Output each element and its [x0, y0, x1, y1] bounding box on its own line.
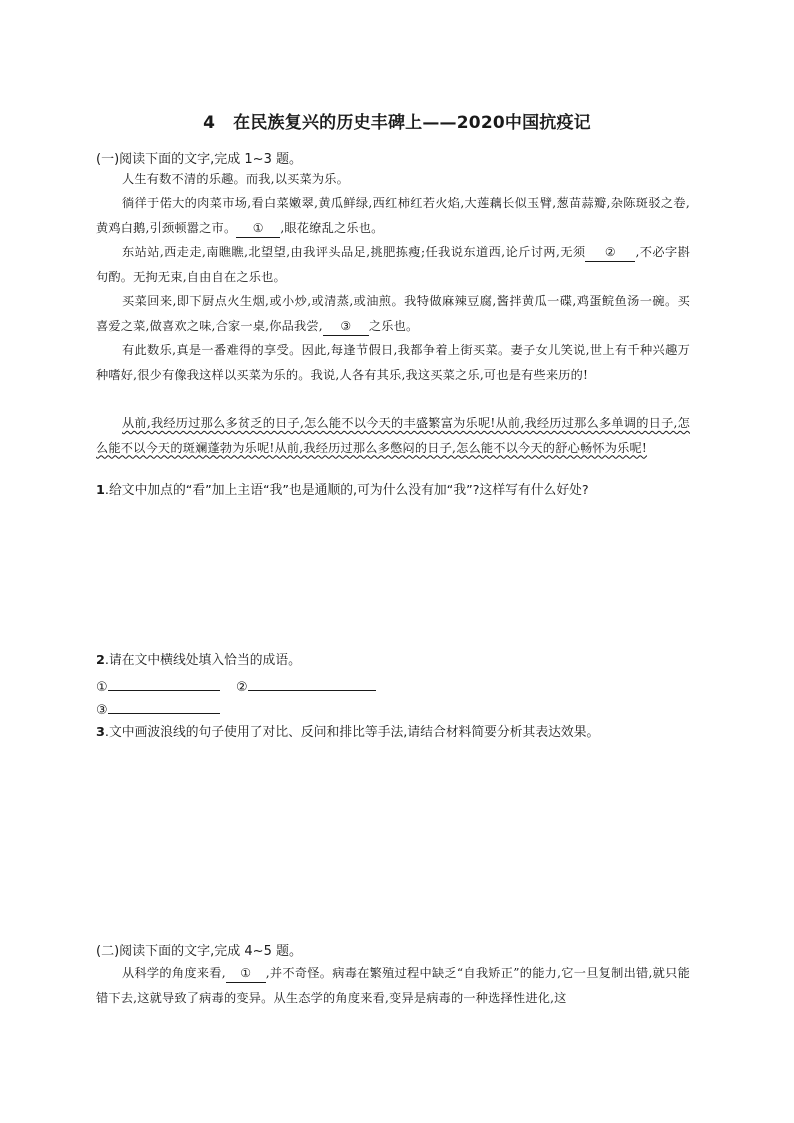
passage-paragraph-2: [96, 191, 690, 240]
section-two-paragraph-1: [96, 961, 690, 1010]
paragraph-2-text-a: 徜徉于偌大的肉菜市场,看白菜嫩翠,黄瓜鲜绿,西红柿红若火焰,大莲藕长似玉臂,葱苗蒜瓣,杂陈斑驳之卷,黄鸡白鹅,引颈顿嚣之市。: [96, 196, 690, 235]
answer-line-3[interactable]: [96, 699, 220, 721]
paragraph-2-text-b: ,眼花缭乱之乐也。: [280, 220, 384, 235]
answer-1-marker: ①: [96, 680, 108, 695]
section-two-text-a: 从科学的角度来看,: [122, 966, 226, 980]
passage-paragraph-1: 人生有数不清的乐趣。而我,以买菜为乐。: [122, 172, 350, 186]
answer-2-marker: ②: [236, 680, 248, 695]
question-2: [96, 650, 696, 672]
paragraph-4-text-a: 买菜回来,即下厨点火生烟,或小炒,或清蒸,或油煎。我特做麻辣豆腐,酱拌黄瓜一碟,鸡蛋鲩鱼汤一碗。买喜爱之菜,做喜欢之味,合家一桌,你品我尝,: [96, 294, 690, 333]
lesson-number: 4: [203, 113, 216, 133]
passage-paragraph-6-wavy: [96, 411, 690, 460]
question-2-text: .请在文中横线处填入恰当的成语。: [104, 653, 301, 668]
answer-2-underline[interactable]: [248, 676, 376, 691]
question-1-number: 1: [96, 483, 105, 498]
answer-3-underline[interactable]: [108, 699, 220, 714]
section-one-heading: (一)阅读下面的文字,完成 1~3 题。: [96, 152, 302, 167]
question-1: [96, 480, 696, 502]
paragraph-4-text-b: 之乐也。: [368, 318, 419, 333]
answer-1-underline[interactable]: [108, 676, 220, 691]
fill-blank-3[interactable]: ③: [323, 318, 369, 336]
page-title: [0, 108, 794, 133]
wavy-underlined-sentences: 从前,我经历过那么多贫乏的日子,怎么能不以今天的丰盛繁富为乐呢!从前,我经历过那么多单调的日子,怎么能不以今天的斑斓蓬勃为乐呢!从前,我经历过那么多憋闷的日子,怎么能不以今天的舒心畅怀为乐呢!: [96, 416, 690, 455]
fill-blank-1[interactable]: ①: [236, 220, 280, 238]
question-2-number: 2: [96, 653, 105, 668]
paragraph-3-text-b: ,不必字斟句酌。无拘无束,自由自在之乐也。: [96, 245, 691, 284]
question-3-text: .文中画波浪线的句子使用了对比、反问和排比等手法,请结合材料简要分析其表达效果。: [104, 725, 600, 740]
fill-blank-2[interactable]: ②: [585, 244, 635, 262]
section-two-heading: (二)阅读下面的文字,完成 4~5 题。: [96, 944, 302, 959]
passage-paragraph-4: [96, 289, 690, 338]
section-two-fill-blank-1[interactable]: ①: [226, 965, 266, 983]
section-two-text-b: ,并不奇怪。病毒在繁殖过程中缺乏“自我矫正”的能力,它一旦复制出错,就只能错下去,这就导致了病毒的变异。从生态学的角度来看,变异是病毒的一种选择性进化,这: [96, 966, 690, 1005]
answer-line-2[interactable]: [236, 676, 376, 698]
passage-paragraph-5: 有此数乐,真是一番难得的享受。因此,每逢节假日,我都争着上街买菜。妻子女儿笑说,世上有千种兴趣万种嗜好,很少有像我这样以买菜为乐的。我说,人各有其乐,我这买菜之乐,可也是有些来历的!: [96, 343, 690, 382]
question-3: [96, 722, 696, 744]
lesson-title: 在民族复兴的历史丰碑上——2020中国抗疫记: [233, 113, 591, 133]
question-1-text: .给文中加点的“看”加上主语“我”也是通顺的,可为什么没有加“我”?这样写有什么好处?: [104, 483, 589, 498]
answer-line-1[interactable]: [96, 676, 220, 698]
answer-3-marker: ③: [96, 703, 108, 718]
paragraph-3-text-a: 东站站,西走走,南瞧瞧,北望望,由我评头品足,挑肥拣瘦;任我说东道西,论斤讨两,无须: [122, 245, 586, 259]
question-3-number: 3: [96, 725, 105, 740]
passage-paragraph-3: [96, 240, 690, 289]
